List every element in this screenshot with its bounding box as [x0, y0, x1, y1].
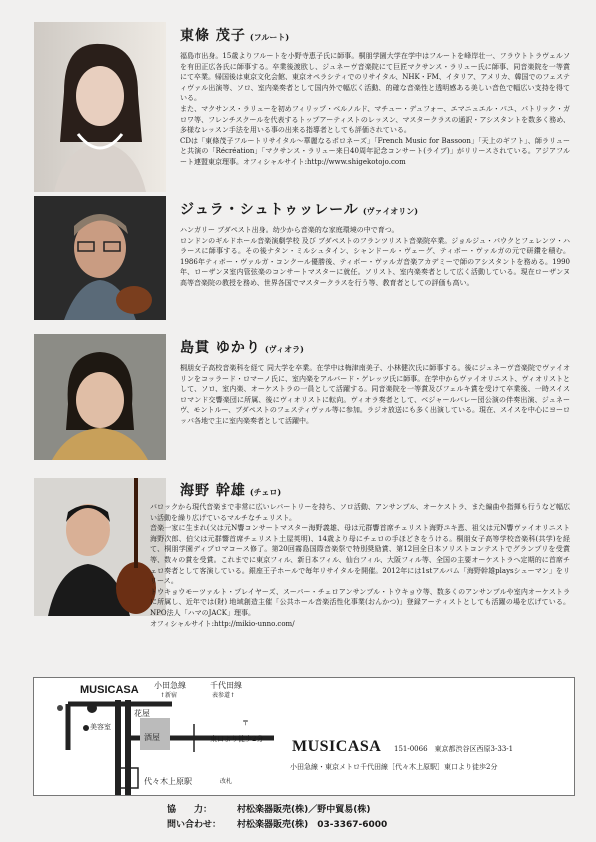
bio-paragraph: ハンガリー ブダペスト出身。幼少から音楽的な家庭環境の中で育つ。 [180, 226, 399, 234]
venue-street: 東京都渋谷区西原3-33-1 [434, 745, 514, 753]
map-line2-dir: 表参道↑ [212, 692, 236, 699]
venue-access: 小田急線・東京メトロ千代田線［代々木上原駅］東口より徒歩2分 [290, 763, 498, 771]
portrait-photo-cello [34, 478, 166, 616]
artist-profile-viola [0, 334, 596, 460]
bio-paragraph: CDは「東條茂子フルートリサイタル～華麗なるポロネーズ」「French Music for Bassoon」「天上のギフト」、師ラリューと共演の「Récréation」「マクサンス・ラリュー来日40周年記念コンサート(ライブ)」がリリースされている。アジアフルート連盟東京理事。オフィシャルサイト:http://www.shigekotojo.com [180, 136, 570, 166]
bio-paragraph: バロックから現代音楽まで非常に広いレパートリーを持ち、ソロ活動、アンサンブル、オーケストラ、また編曲や指揮も行うなど幅広い活動を繰り広げているマルチなチェリスト。 [150, 503, 570, 522]
artist-name: 島貫 ゆかり (ヴィオラ) [180, 340, 304, 356]
artist-name: ジュラ・シュトゥッレール (ヴァイオリン) [180, 202, 419, 218]
artist-bio [180, 363, 570, 427]
cooperation-row [167, 802, 370, 815]
instrument-label: (ヴァイオリン) [362, 206, 419, 216]
portrait-photo-violin [34, 196, 166, 320]
venue-map-box [33, 677, 575, 796]
artist-profile-violin [0, 192, 596, 320]
artist-profile-cello [0, 478, 596, 663]
map-line1-dir: ↑新宿 [160, 692, 178, 699]
artist-profile-flute [0, 22, 596, 192]
map-station-label: 代々木上原駅 [144, 777, 192, 786]
cooperation-value: 村松楽器販売(株)／野中貿易(株) [237, 805, 371, 815]
bio-paragraph: また、マクサンス・ラリューを初めフィリップ・ベルノルド、マチュー・デュフォー、エマニュエル・パユ、パトリック・ガロワ等、フレンチスクールを代表するトップアーティストのレッスン、マスタークラスの通訳・アシスタントを数多く務め、多様なレッスン手法を用いる事の出来る指導者としても評価されている。 [180, 104, 570, 135]
artist-name: 海野 幹雄 (チェロ) [180, 483, 282, 499]
bio-paragraph: 音楽一家に生まれ(父は元N響コンサートマスター海野義雄、母は元群響首席チェリスト海野ユキ恵、祖父は元N響ヴァイオリニスト海野次郎、伯父は元群響首席チェリスト土屋英明)、14歳より母にチェロの手ほどきをうける。桐朋女子高等学校音楽科(共学)を経て、桐朋学園ディプロマコース修了。第20回霧島国際音楽祭で特別奨励賞、第12回全日本ソリストコンテストでグランプリを受賞等、数々の賞を受賞。これまでに東京フィル、新日本フィル、仙台フィル、大阪フィル等、全国の主要オーケストラへ定期的に首席チェロ奏者として客演している。銀座王子ホールで毎年リサイタルを開催。2012年には1stアルバム「海野幹雄playsシューマン」をリリース。 [150, 524, 570, 586]
bio-paragraph: 桐朋女子高校音楽科を経て 同大学を卒業。在学中は梅津南美子、小林健次氏に師事する。後にジュネーヴ音楽院でヴァイオリンをコッラード・ロマーノ氏に、室内楽をアルバード・ゲレッツ氏に師事。在学中からヴァイオリニスト、ヴィオリストとして、ソロ、室内楽、オーケストラの一員として活躍する。同音楽院を一等賞及びフェルキ賞を受けて卒業後、一時スイスロマンド交響楽団に所属、後にヴィオリストに転向。ヴィオラ奏者として、ベジャールバレー団公演の伴奏出演、ジュネーヴ、モントルー、ブダペストのフェスティヴァル等に参加。ラジオ放送にも多く出演している。現在、スイスを中心にヨーロッパ各地で主に室内楽奏者として活躍中。 [180, 364, 570, 425]
artist-name: 東條 茂子 (フルート) [180, 28, 290, 44]
instrument-label: (ヴィオラ) [264, 344, 304, 354]
bio-paragraph: ロンドンのギルドホール音楽演劇学校 及び ブダペストのフランツリスト音楽院卒業。ジョルジュ・パウクとフェレンツ・ハラースに師事する。その後ナタン・ミルシュタイン、シャンドール・ヴェーグ、ティボー・ヴァルガの元で研鑽を積む。1986年ティボー・ヴァルガ・コンクール優勝後、ティボー・ヴァルガ音楽アカデミーで師のアシスタントを務める。1990年、ローザンヌ室内管弦楽のコンサートマスターに就任。ソリスト、室内楽奏者として広く活動している。現在ローザンヌ高等音楽院の教授を務め、世界各国でマスタークラスを行う等、教育者としての評価も高い。 [180, 236, 570, 287]
bio-paragraph: トウキョウモーツァルト・プレイヤーズ、スーパー・チェロアンサンブル・トウキョウ等、数多くのアンサンブルや室内オーケストラに所属し、近年では(財) 地域創造主催「公共ホール音楽活性化事業(おんかつ)」登録アーティストとしても活躍の場を広げている。NPO法人「ハマのJACK」理事。 [150, 587, 570, 617]
instrument-label: (フルート) [249, 32, 290, 42]
map-flower-label: 花屋 [134, 709, 150, 718]
map-line1-label: 小田急線 [154, 681, 186, 690]
portrait-photo-flute [34, 22, 166, 192]
bio-paragraph: 福島市出身。15歳よりフルートを小野寺恵子氏に師事。桐朋学園大学在学中はフルートを峰岸壮一、フラウトトラヴェルソを有田正広各氏に師事する。卒業後渡欧し、ジュネーヴ音楽院にて巨匠マクサンス・ラリュー氏に師事、同音楽院を一等賞にて卒業。帰国後は東京文化会館、東京オペラシティでのリサイタル、NHK・FM、イタリア、アメリカ、韓国でのフェスティヴァル出演等、ソロ、室内楽奏者として国内外で幅広く活動、的確な音楽性と透明感ある美しい音色で幅広い支持を得ている。 [180, 52, 570, 103]
map-liquor-label: 酒屋 [144, 733, 160, 742]
map-gate-label: 改札 [220, 778, 233, 785]
map-beauty-label: 美容室 [90, 723, 111, 731]
portrait-photo-viola [34, 334, 166, 460]
venue-name: MUSICASA [292, 738, 382, 755]
venue-postal: 151-0066 [394, 745, 428, 753]
map-exit-label: 東口より徒歩2分 [210, 735, 264, 743]
map-venue-label: MUSICASA [80, 684, 139, 696]
artist-bio [180, 225, 570, 289]
venue-marker [87, 703, 97, 713]
beauty-salon-marker [83, 725, 89, 731]
venue-address [394, 744, 513, 754]
artist-bio [180, 51, 570, 168]
bus-stop-marker [57, 705, 63, 711]
map-post-mark: 〒 [242, 719, 249, 727]
contact-row [167, 817, 387, 830]
map-line2-label: 千代田線 [210, 681, 242, 690]
artist-bio [150, 502, 570, 629]
contact-value: 村松楽器販売(株) 03-3367-6000 [237, 820, 388, 830]
cooperation-label: 協 力： [167, 805, 213, 815]
bio-paragraph: オフィシャルサイト:http://mikio-unno.com/ [150, 619, 295, 628]
instrument-label: (チェロ) [249, 487, 282, 497]
contact-label: 問い合わせ： [167, 820, 222, 830]
